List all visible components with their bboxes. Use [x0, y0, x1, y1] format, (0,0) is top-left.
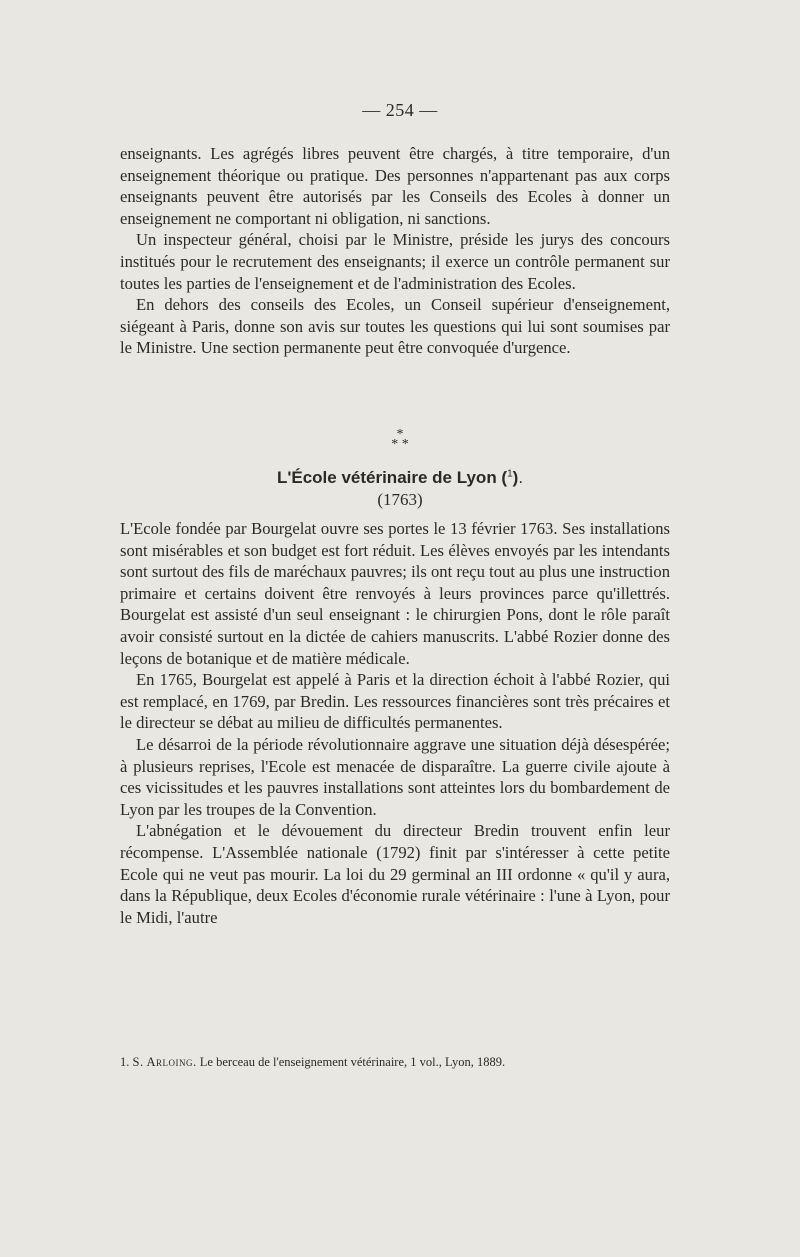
paragraph: L'abnégation et le dévouement du directeur Bredin trouvent enfin leur récompense. L'Assemblée nationale (1792) finit par s'intéresser à cette petite Ecole qui ne veut pas mourir. La loi du 29 germinal an III ordonne « qu'il y aura, dans la République, deux Ecoles d'économie rurale vétérinaire : l'une à Lyon, pour le Midi, l'autre: [120, 821, 670, 927]
section-year: (1763): [377, 490, 423, 509]
paragraph: En dehors des conseils des Ecoles, un Conseil supérieur d'enseignement, siégeant à Paris, donne son avis sur toutes les questions qui lui sont soumises par le Ministre. Une section permanente peut être convoquée d'urgence.: [120, 295, 670, 358]
footnote-ref: 1: [507, 468, 513, 480]
heading-suffix: .: [518, 468, 524, 487]
footnote: [120, 1054, 680, 1070]
paragraph: L'Ecole fondée par Bourgelat ouvre ses portes le 13 février 1763. Ses installations sont misérables et son budget est fort réduit. Les élèves envoyés par les intendants sont surtout des fils de maréchaux pauvres; ils ont reçu tout au plus une instruction primaire et certains doivent être renvoyés à leurs provinces parce qu'illettrés. Bourgelat est assisté d'un seul enseignant : le chirurgien Pons, dont le rôle paraît avoir consisté surtout en la dictée de cahiers manuscrits. L'abbé Rozier donne des leçons de botanique et de matière médicale.: [120, 519, 670, 668]
section-heading: L'École vétérinaire de Lyon ($^1$).: [276, 468, 524, 487]
top-text-block: [120, 143, 670, 359]
paragraph: Le désarroi de la période révolutionnaire aggrave une situation déjà désespérée; à plusieurs reprises, l'Ecole est menacée de disparaître. La guerre civile ajoute à ces vicissitudes et les pauvres installations sont atteintes lors du bombardement de Lyon par les troupes de la Convention.: [120, 734, 670, 819]
paragraph: Un inspecteur général, choisi par le Ministre, préside les jurys des concours institués pour le recrutement des enseignants; il exerce un contrôle permanent sur toutes les parties de l'enseignement et de l'administration des Ecoles.: [120, 230, 670, 293]
body-text-block: [120, 518, 670, 928]
asterism-separator: * * *: [391, 427, 409, 452]
footnote-author: S. Arloing.: [132, 1055, 197, 1069]
page-number: — 254 —: [362, 100, 438, 120]
paragraph: En 1765, Bourgelat est appelé à Paris et la direction échoit à l'abbé Rozier, qui est remplacé, en 1769, par Bredin. Les ressources financières sont très précaires et le directeur se débat au milieu de difficultés permanentes.: [120, 670, 670, 733]
section-title: L'École vétérinaire de Lyon: [276, 468, 497, 487]
footnote-text: Le berceau de l'enseignement vétérinaire, 1 vol., Lyon, 1889.: [199, 1055, 506, 1069]
paragraph: enseignants. Les agrégés libres peuvent être chargés, à titre temporaire, d'un enseignement théorique ou pratique. Des personnes n'appartenant pas aux corps enseignants peuvent être autorisés par les Conseils des Ecoles à donner un enseignement ne comportant ni obligation, ni sanctions.: [120, 144, 670, 228]
footnote-number: 1.: [120, 1055, 130, 1069]
